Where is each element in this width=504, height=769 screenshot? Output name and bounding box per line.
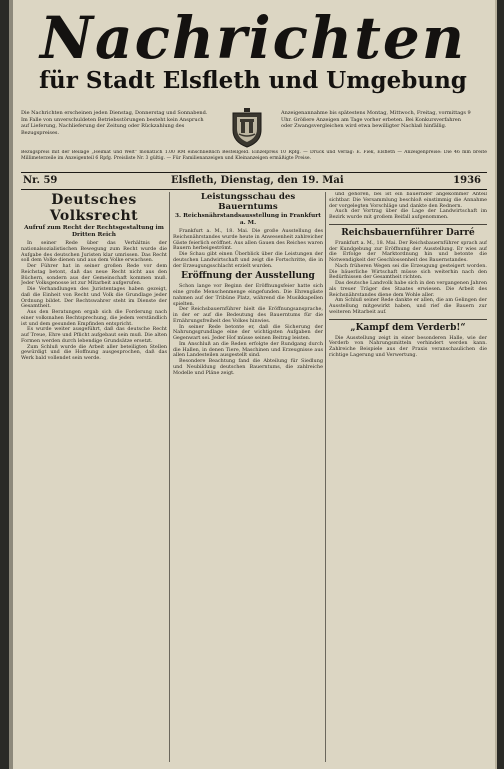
article-paragraph: In seiner Rede betonte er, daß die Sicherung der Nahrungsgrundlage eine der wichtigsten Aufgaben der Gegenwart sei. Jeder Hof müsse seinen Beitrag leisten. — [173, 323, 323, 341]
article-paragraph: Der Reichsbauernführer hielt die Eröffnungsansprache, in der er auf die Bedeutung des Bauerntums für die Ernährungsfreiheit des Volkes hinwies. — [173, 306, 323, 324]
column-3 — [329, 192, 487, 762]
issue-year: 1936 — [453, 175, 481, 186]
article-paragraph: Der Führer hat in seiner großen Rede vor dem Reichstag betont, daß das neue Recht nicht aus den Büchern, sondern aus der Gemeinschaft kommen muß. Jeder Volksgenosse ist zur Mitarbeit aufgerufen. — [21, 263, 167, 287]
article-paragraph: Frankfurt a. M., 18. Mai. Die große Ausstellung des Reichsnährstandes wurde heute in Anwesenheit zahlreicher Gäste feierlich eröffnet. Aus allen Gauen des Reiches waren Bauern herbeigeströmt. — [173, 228, 323, 252]
info-row — [21, 110, 487, 146]
article-paragraph: Nach früheren Wegen sei die Erzeugung gesteigert worden. Die bäuerliche Wirtschaft müsse sich weiterhin nach den Bedürfnissen der Gesamtheit richten. — [329, 262, 487, 281]
subscription-fine-print: Bezugspreis mit der Beilage „Heimat und Welt“ monatlich 1.00 RM einschließlich Bestellgeld. Einzelpreis 10 Rpfg. — Druck und Verlag: E. Fiek, Elsfleth — Anzeigenpreise: Die 46 mm breite Millimeterzeile im Anzeigenteil 6 Rpfg. Preisliste Nr. 3 gültig. — Für Familienanzeigen und Kleinanzeigen ermäßigte Preise. — [21, 150, 487, 161]
issue-number: Nr. 59 — [23, 175, 58, 186]
article-paragraph: In seiner Rede über das Verhältnis der nationalsozialistischen Bewegung zum Recht wurde die Aufgabe des deutschen Juristen klar umrissen. Das Recht soll dem Volke dienen und aus dem Volke erwachsen. — [21, 240, 167, 264]
article-subhead: Aufruf zum Recht der Rechtsgestaltung im Dritten Reich — [24, 225, 164, 238]
page-fold-shadow — [9, 0, 13, 769]
article-divider — [329, 224, 487, 225]
column-1 — [21, 192, 167, 762]
dateline — [21, 172, 487, 190]
column-rule — [325, 192, 326, 762]
publication-info: Die Nachrichten erscheinen jeden Dienstag, Donnerstag und Sonnabend. Im Falle von unverschuldeten Betriebsstörungen besteht kein Anspruch auf Lieferung, Nachlieferung der Zeitung oder Rückzahlung des Bezugspreises. — [21, 110, 208, 136]
article-headline: Deutsches Volksrecht — [49, 192, 139, 224]
article-paragraph: Die Schau gibt einen Überblick über die Leistungen der deutschen Landwirtschaft und zeigt die Fortschritte, die in der Erzeugungsschlacht erzielt wurden. — [173, 251, 323, 269]
issue-date: Elsfleth, Dienstag, den 19. Mai — [171, 175, 344, 186]
article-paragraph: Am Schluß seiner Rede dankte er allen, die am Gelingen der Ausstellung mitgewirkt haben, und rief die Bauern zur weiteren Mitarbeit auf. — [329, 297, 487, 315]
article-paragraph: Im Anschluß an die Reden erfolgte der Rundgang durch die Hallen, in denen Tiere, Maschinen und Erzeugnisse aus allen Landesteilen ausgestellt sind. — [173, 340, 323, 359]
article-paragraph: Zum Schluß wurde die Arbeit aller beteiligten Stellen gewürdigt und die Hoffnung ausgesprochen, daß das Werk bald vollendet sein werde. — [21, 343, 167, 361]
article-paragraph: Auch der Vortrag über die Lage der Landwirtschaft im Bezirk wurde mit großem Beifall aufgenommen. — [329, 208, 487, 220]
article-subhead: 3. Reichsnährstandsausstellung in Frankfurt a. M. — [175, 213, 321, 226]
article-headline: Leistungsschau des Bauerntums — [200, 192, 296, 212]
article-paragraph: Besondere Beachtung fand die Abteilung für Siedlung und Neubildung deutschen Bauerntums, die zahlreiche Modelle und Pläne zeigt. — [173, 358, 323, 376]
column-rule — [169, 192, 170, 762]
article-paragraph: und gehören, bei ist ein bauernder angekommer Anteil sichtbar. Die Versammlung beschloß einstimmig die Annahme der vorgelegten Vorschläge und dankte den Rednern. — [329, 192, 487, 209]
newspaper-page — [9, 0, 497, 769]
article-paragraph: Das deutsche Landvolk habe sich in den vergangenen Jahren als treuer Träger des Staates erwiesen. Die Arbeit des Reichsnährstandes diene dem Wohle aller. — [329, 280, 487, 298]
article-headline: „Kampf dem Verderb!“ — [350, 322, 466, 333]
article-paragraph: Schon lange vor Beginn der Eröffnungsfeier hatte sich eine große Menschenmenge eingefunden. Die Ehrengäste nahmen auf der Tribüne Platz, während die Musikkapellen spielten. — [173, 283, 323, 307]
newspaper-subtitle: für Stadt Elsfleth und Umgebung — [39, 67, 467, 94]
town-crest-icon — [229, 108, 265, 148]
column-2 — [173, 192, 323, 762]
article-paragraph: Die Ausstellung zeigt in einer besonderen Halle, wie der Verderb von Nahrungsmitteln verhindert werden kann. Zahlreiche Beispiele aus der Praxis veranschaulichen die richtige Lagerung und Verwertung. — [329, 334, 487, 358]
article-divider — [329, 319, 487, 320]
section-heading: Eröffnung der Ausstellung — [181, 271, 315, 282]
article-paragraph: Frankfurt a. M., 18. Mai. Der Reichsbauernführer sprach auf der Kundgebung zur Eröffnung der Ausstellung. Er wies auf die Erfolge der Marktordnung hin und betonte die Notwendigkeit der Geschlossenheit des Bauernstandes. — [329, 239, 487, 263]
masthead — [15, 8, 491, 96]
article-paragraph: Aus den Beratungen ergab sich die Forderung nach einer volksnahen Rechtsprechung, die jedem verständlich ist und dem gesunden Empfinden entspricht. — [21, 309, 167, 327]
newspaper-title: Nachrichten — [39, 8, 467, 72]
article-headline: Reichsbauernführer Darré — [341, 227, 475, 238]
page-edge — [495, 0, 497, 769]
advertising-info: Anzeigenannahme bis spätestens Montag, Mittwoch, Freitag, vormittags 9 Uhr. Größere Anzeigen am Tage vorher erbeten. Bei Konkursverfahren oder Zwangsvergleichen wird etwa bewilligter Nachlaß hinfällig. — [281, 110, 471, 129]
article-paragraph: Die Verhandlungen des Juristentages haben gezeigt, daß die Einheit von Recht und Volk die Grundlage jeder Ordnung bildet. Der Rechtswahrer steht im Dienste der Gesamtheit. — [21, 286, 167, 310]
article-paragraph: Es wurde weiter ausgeführt, daß das deutsche Recht auf Treue, Ehre und Pflicht aufgebaut sein muß. Die alten Formen werden durch lebendige Grundsätze ersetzt. — [21, 326, 167, 344]
